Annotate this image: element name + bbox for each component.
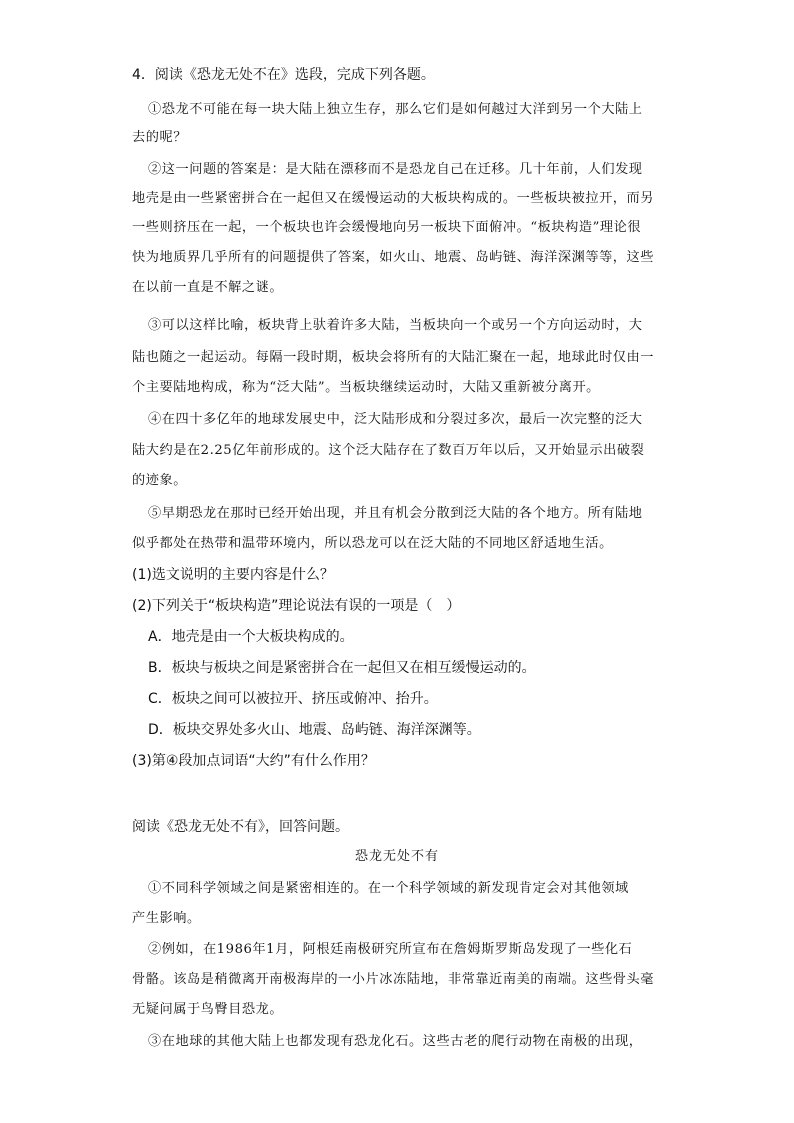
- q4-p2-line4: 快为地质界几乎所有的问题提供了答案，如火山、地震、岛屿链、海洋深渊等等，这些: [132, 250, 655, 265]
- q4-option-b: B．板块与板块之间是紧密拼合在一起但又在相互缓慢运动的。: [148, 660, 536, 676]
- q4-p4-line2: 陆大约是在2.25亿年前形成的。这个泛大陆存在了数百万年以后，又开始显示出破裂: [132, 443, 645, 458]
- q4-p1-line1: ①恐龙不可能在每一块大陆上独立生存，那么它们是如何越过大洋到另一个大陆上: [148, 102, 643, 117]
- q5-intro: 阅读《恐龙无处不有》，回答问题。: [132, 819, 349, 835]
- q4-p3-line2: 陆也随之一起运动。每隔一段时期，板块会将所有的大陆汇聚在一起，地球此时仅由一: [132, 350, 655, 365]
- q5-p2-line3: 无疑问属于鸟臀目恐龙。: [132, 1002, 284, 1017]
- q4-p1-line2: 去的呢？: [132, 130, 187, 145]
- q4-p3-line1: ③可以这样比喻，板块背上驮着许多大陆，当板块向一个或另一个方向运动时，大: [148, 318, 643, 333]
- q5-p2-line2: 骨骼。该岛是稍微离开南极海岸的一小片冰冻陆地，非常靠近南美的南端。这些骨头毫: [132, 972, 655, 987]
- q5-p1-line2: 产生影响。: [132, 911, 201, 926]
- q4-sub-question-3: (3)第④段加点词语“大约”有什么作用？: [132, 753, 375, 769]
- q4-p2-line1: ②这一问题的答案是：是大陆在漂移而不是恐龙自己在迁移。几十年前，人们发现: [148, 162, 643, 177]
- q5-p3-line1: ③在地球的其他大陆上也都发现有恐龙化石。这些古老的爬行动物在南极的出现，: [148, 1034, 643, 1049]
- q5-article-title: 恐龙无处不有: [354, 849, 439, 864]
- q4-p2-line3: 一些则挤压在一起，一个板块也许会缓慢地向另一板块下面俯冲。“板块构造”理论很: [132, 220, 642, 235]
- q4-option-d: D．板块交界处多火山、地震、岛屿链、海洋深渊等。: [148, 722, 481, 738]
- q5-p1-line1: ①不同科学领域之间是紧密相连的。在一个科学领域的新发现肯定会对其他领域: [148, 881, 629, 896]
- q4-p2-line2: 地壳是由一些紧密拼合在一起但又在缓慢运动的大板块构成的。一些板块被拉开，而另: [132, 191, 655, 206]
- q4-sub-question-2: (2)下列关于“板块构造”理论说法有误的一项是（ ）: [132, 598, 461, 614]
- q4-option-c: C．板块之间可以被拉开、挤压或俯冲、抬升。: [148, 691, 438, 707]
- q4-p3-line3: 个主要陆地构成，称为“泛大陆”。当板块继续运动时，大陆又重新被分离开。: [132, 380, 600, 395]
- q4-sub-question-1: (1)选文说明的主要内容是什么？: [132, 567, 334, 583]
- question-4-title: 4．阅读《恐龙无处不在》选段，完成下列各题。: [132, 67, 435, 83]
- q4-p4-line1: ④在四十多亿年的地球发展史中，泛大陆形成和分裂过多次，最后一次完整的泛大: [148, 412, 643, 427]
- q4-p2-line5: 在以前一直是不解之谜。: [132, 280, 284, 295]
- q4-option-a: A．地壳是由一个大板块构成的。: [148, 629, 354, 645]
- q4-p4-line3: 的迹象。: [132, 473, 187, 488]
- q4-p5-line1: ⑤早期恐龙在那时已经开始出现，并且有机会分散到泛大陆的各个地方。所有陆地: [148, 506, 643, 521]
- q4-p5-line2: 似乎都处在热带和温带环境内，所以恐龙可以在泛大陆的不同地区舒适地生活。: [132, 536, 613, 551]
- q5-p2-line1: ②例如，在1986年1月，阿根廷南极研究所宣布在詹姆斯罗斯岛发现了一些化石: [148, 942, 633, 957]
